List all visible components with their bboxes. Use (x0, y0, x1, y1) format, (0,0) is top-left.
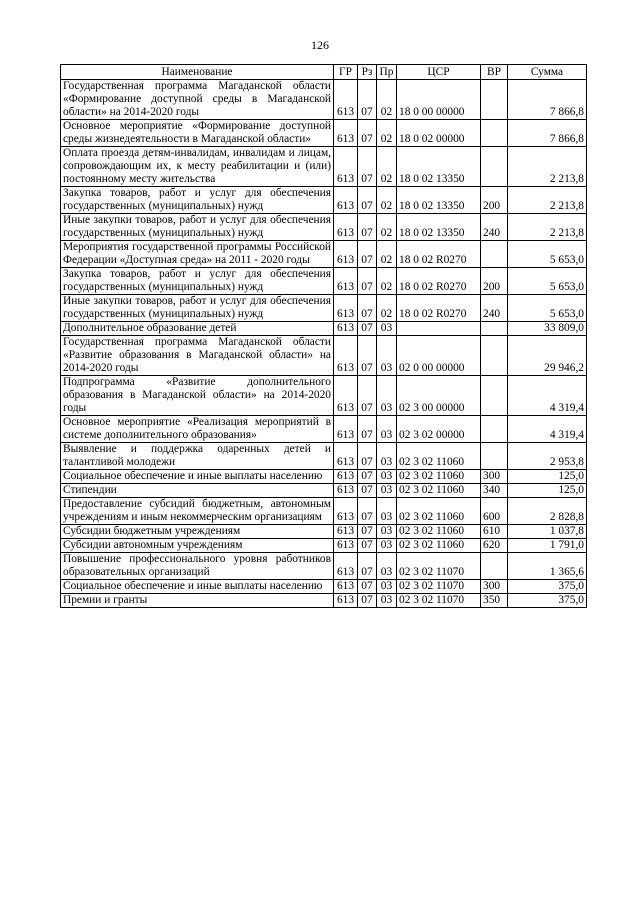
cell-gr: 613 (334, 295, 358, 322)
cell-name: Стипендии (61, 484, 334, 498)
table-row (61, 214, 587, 241)
cell-vr: 610 (481, 525, 508, 539)
cell-pr: 03 (377, 443, 397, 470)
cell-rz: 07 (358, 336, 377, 376)
col-header-name: Наименование (61, 65, 334, 80)
cell-sum: 29 946,2 (508, 336, 587, 376)
cell-pr: 03 (377, 376, 397, 416)
cell-rz: 07 (358, 539, 377, 553)
cell-vr (481, 443, 508, 470)
cell-gr: 613 (334, 268, 358, 295)
cell-gr: 613 (334, 525, 358, 539)
cell-rz: 07 (358, 498, 377, 525)
cell-pr: 03 (377, 594, 397, 608)
cell-csr: 18 0 02 13350 (397, 147, 481, 187)
cell-pr: 03 (377, 553, 397, 580)
cell-gr: 613 (334, 322, 358, 336)
cell-vr: 300 (481, 470, 508, 484)
col-header-vr: ВР (481, 65, 508, 80)
col-header-gr: ГР (334, 65, 358, 80)
cell-vr (481, 376, 508, 416)
cell-csr: 18 0 02 R0270 (397, 241, 481, 268)
cell-vr (481, 147, 508, 187)
cell-pr: 03 (377, 484, 397, 498)
cell-sum: 125,0 (508, 470, 587, 484)
cell-csr: 02 3 02 11060 (397, 470, 481, 484)
cell-name: Социальное обеспечение и иные выплаты населению (61, 470, 334, 484)
table-row (61, 594, 587, 608)
cell-vr: 200 (481, 187, 508, 214)
cell-gr: 613 (334, 470, 358, 484)
cell-name: Предоставление субсидий бюджетным, автономным учреждениям и иным некоммерческим организациям (61, 498, 334, 525)
cell-sum: 4 319,4 (508, 416, 587, 443)
cell-vr (481, 322, 508, 336)
cell-sum: 2 828,8 (508, 498, 587, 525)
cell-csr: 02 3 00 00000 (397, 376, 481, 416)
cell-rz: 07 (358, 268, 377, 295)
cell-rz: 07 (358, 147, 377, 187)
table-row (61, 376, 587, 416)
cell-csr: 02 3 02 11060 (397, 525, 481, 539)
cell-rz: 07 (358, 80, 377, 120)
cell-name: Основное мероприятие «Реализация мероприятий в системе дополнительного образования» (61, 416, 334, 443)
cell-csr: 18 0 00 00000 (397, 80, 481, 120)
table-row (61, 580, 587, 594)
page-number: 126 (311, 38, 329, 52)
cell-gr: 613 (334, 120, 358, 147)
cell-pr: 03 (377, 336, 397, 376)
cell-rz: 07 (358, 470, 377, 484)
table-row (61, 241, 587, 268)
cell-name: Подпрограмма «Развитие дополнительного образования в Магаданской области» на 2014-2020 годы (61, 376, 334, 416)
cell-pr: 03 (377, 416, 397, 443)
cell-sum: 5 653,0 (508, 268, 587, 295)
cell-gr: 613 (334, 147, 358, 187)
cell-gr: 613 (334, 539, 358, 553)
cell-pr: 02 (377, 214, 397, 241)
cell-csr: 18 0 02 00000 (397, 120, 481, 147)
cell-vr (481, 80, 508, 120)
cell-name: Закупка товаров, работ и услуг для обеспечения государственных (муниципальных) нужд (61, 187, 334, 214)
cell-rz: 07 (358, 553, 377, 580)
table-row (61, 443, 587, 470)
cell-pr: 03 (377, 322, 397, 336)
cell-rz: 07 (358, 241, 377, 268)
cell-pr: 03 (377, 580, 397, 594)
cell-csr: 02 0 00 00000 (397, 336, 481, 376)
cell-vr: 200 (481, 268, 508, 295)
cell-vr (481, 336, 508, 376)
cell-pr: 03 (377, 539, 397, 553)
cell-sum: 1 791,0 (508, 539, 587, 553)
cell-rz: 07 (358, 295, 377, 322)
cell-vr (481, 553, 508, 580)
cell-sum: 1 037,8 (508, 525, 587, 539)
cell-vr: 240 (481, 214, 508, 241)
cell-vr (481, 241, 508, 268)
table-row (61, 484, 587, 498)
table-row (61, 553, 587, 580)
cell-gr: 613 (334, 80, 358, 120)
cell-csr: 02 3 02 11070 (397, 580, 481, 594)
cell-name: Премии и гранты (61, 594, 334, 608)
table-row (61, 498, 587, 525)
cell-pr: 02 (377, 295, 397, 322)
cell-sum: 5 653,0 (508, 295, 587, 322)
cell-pr: 03 (377, 470, 397, 484)
cell-rz: 07 (358, 120, 377, 147)
cell-sum: 375,0 (508, 580, 587, 594)
cell-gr: 613 (334, 187, 358, 214)
cell-sum: 125,0 (508, 484, 587, 498)
cell-csr: 02 3 02 11060 (397, 539, 481, 553)
cell-csr: 18 0 02 R0270 (397, 295, 481, 322)
cell-name: Субсидии бюджетным учреждениям (61, 525, 334, 539)
cell-gr: 613 (334, 553, 358, 580)
cell-rz: 07 (358, 443, 377, 470)
cell-name: Выявление и поддержка одаренных детей и талантливой молодежи (61, 443, 334, 470)
table-row (61, 120, 587, 147)
table-row (61, 147, 587, 187)
cell-name: Повышение профессионального уровня работников образовательных организаций (61, 553, 334, 580)
table-row (61, 539, 587, 553)
cell-vr: 350 (481, 594, 508, 608)
cell-name: Оплата проезда детям-инвалидам, инвалидам и лицам, сопровождающим их, к месту реабилитации и (или) постоянному месту жительства (61, 147, 334, 187)
cell-name: Дополнительное образование детей (61, 322, 334, 336)
cell-gr: 613 (334, 594, 358, 608)
cell-sum: 4 319,4 (508, 376, 587, 416)
table-row (61, 322, 587, 336)
cell-name: Субсидии автономным учреждениям (61, 539, 334, 553)
col-header-sum: Сумма (508, 65, 587, 80)
cell-rz: 07 (358, 187, 377, 214)
cell-gr: 613 (334, 484, 358, 498)
cell-vr: 340 (481, 484, 508, 498)
cell-vr (481, 120, 508, 147)
cell-rz: 07 (358, 594, 377, 608)
table-row (61, 336, 587, 376)
cell-name: Иные закупки товаров, работ и услуг для обеспечения государственных (муниципальных) нужд (61, 214, 334, 241)
cell-pr: 03 (377, 525, 397, 539)
cell-csr (397, 322, 481, 336)
cell-csr: 02 3 02 11060 (397, 484, 481, 498)
cell-pr: 02 (377, 187, 397, 214)
budget-table (60, 64, 587, 608)
cell-name: Государственная программа Магаданской области «Формирование доступной среды в Магаданской области» на 2014-2020 годы (61, 80, 334, 120)
cell-name: Государственная программа Магаданской области «Развитие образования в Магаданской области» на 2014-2020 годы (61, 336, 334, 376)
table-row (61, 268, 587, 295)
cell-name: Закупка товаров, работ и услуг для обеспечения государственных (муниципальных) нужд (61, 268, 334, 295)
cell-pr: 02 (377, 80, 397, 120)
cell-rz: 07 (358, 525, 377, 539)
cell-sum: 33 809,0 (508, 322, 587, 336)
cell-gr: 613 (334, 241, 358, 268)
cell-rz: 07 (358, 484, 377, 498)
cell-vr: 300 (481, 580, 508, 594)
cell-csr: 02 3 02 11070 (397, 594, 481, 608)
cell-csr: 18 0 02 13350 (397, 214, 481, 241)
cell-rz: 07 (358, 416, 377, 443)
cell-gr: 613 (334, 416, 358, 443)
cell-gr: 613 (334, 580, 358, 594)
table-row (61, 187, 587, 214)
cell-csr: 02 3 02 11070 (397, 553, 481, 580)
cell-sum: 2 213,8 (508, 187, 587, 214)
cell-sum: 7 866,8 (508, 120, 587, 147)
cell-csr: 02 3 02 11060 (397, 443, 481, 470)
cell-csr: 02 3 02 11060 (397, 498, 481, 525)
cell-gr: 613 (334, 498, 358, 525)
cell-rz: 07 (358, 580, 377, 594)
cell-vr: 620 (481, 539, 508, 553)
cell-gr: 613 (334, 376, 358, 416)
cell-pr: 02 (377, 268, 397, 295)
cell-sum: 2 953,8 (508, 443, 587, 470)
table-row (61, 416, 587, 443)
col-header-csr: ЦСР (397, 65, 481, 80)
cell-rz: 07 (358, 376, 377, 416)
cell-gr: 613 (334, 443, 358, 470)
cell-rz: 07 (358, 322, 377, 336)
table-row (61, 295, 587, 322)
table-row (61, 470, 587, 484)
cell-csr: 02 3 02 00000 (397, 416, 481, 443)
cell-sum: 2 213,8 (508, 214, 587, 241)
cell-name: Мероприятия государственной программы Российской Федерации «Доступная среда» на 2011 - 2020 годы (61, 241, 334, 268)
header-row (61, 65, 587, 80)
cell-gr: 613 (334, 214, 358, 241)
cell-name: Иные закупки товаров, работ и услуг для обеспечения государственных (муниципальных) нужд (61, 295, 334, 322)
cell-name: Основное мероприятие «Формирование доступной среды жизнедеятельности в Магаданской области» (61, 120, 334, 147)
col-header-pr: Пр (377, 65, 397, 80)
cell-gr: 613 (334, 336, 358, 376)
cell-pr: 02 (377, 120, 397, 147)
cell-sum: 1 365,6 (508, 553, 587, 580)
cell-sum: 2 213,8 (508, 147, 587, 187)
cell-pr: 02 (377, 241, 397, 268)
table-row (61, 525, 587, 539)
cell-name: Социальное обеспечение и иные выплаты населению (61, 580, 334, 594)
cell-sum: 7 866,8 (508, 80, 587, 120)
cell-csr: 18 0 02 13350 (397, 187, 481, 214)
table-row (61, 80, 587, 120)
cell-rz: 07 (358, 214, 377, 241)
cell-pr: 02 (377, 147, 397, 187)
cell-sum: 375,0 (508, 594, 587, 608)
cell-vr: 240 (481, 295, 508, 322)
col-header-rz: Рз (358, 65, 377, 80)
cell-csr: 18 0 02 R0270 (397, 268, 481, 295)
cell-pr: 03 (377, 498, 397, 525)
cell-sum: 5 653,0 (508, 241, 587, 268)
cell-vr: 600 (481, 498, 508, 525)
cell-vr (481, 416, 508, 443)
